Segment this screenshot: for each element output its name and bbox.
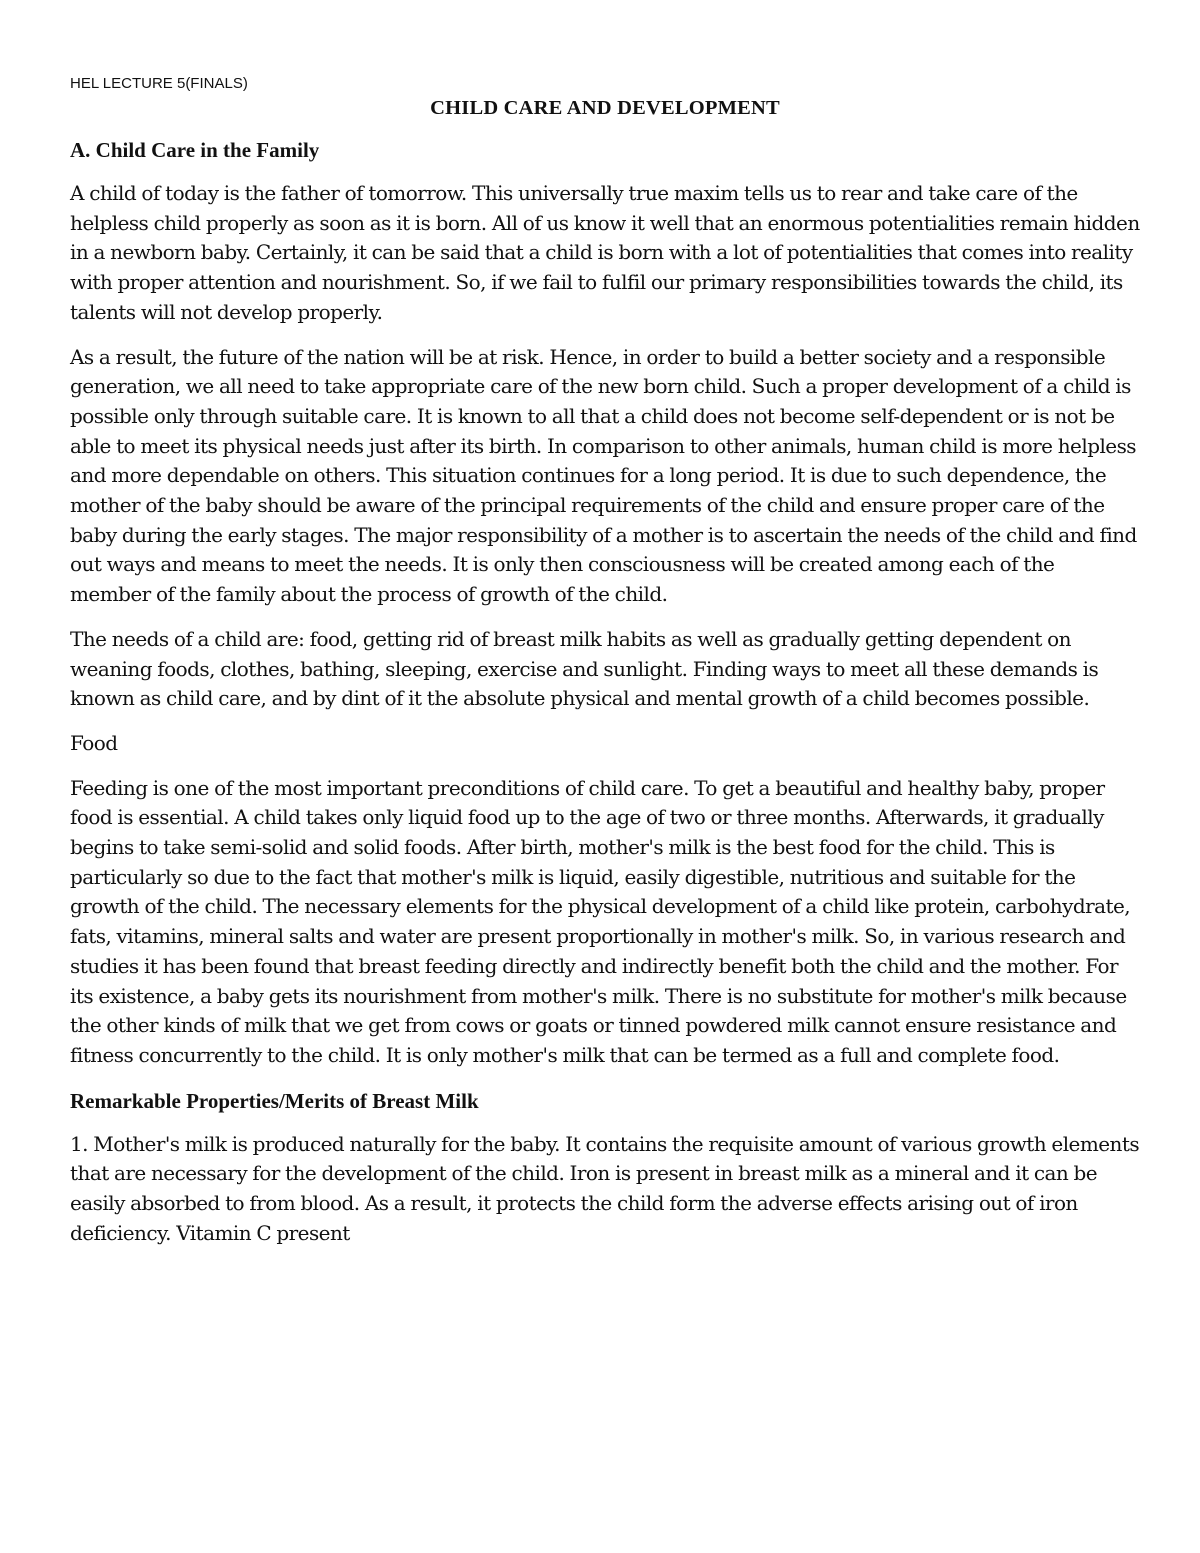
merits-heading: Remarkable Properties/Merits of Breast Milk <box>70 1088 479 1113</box>
paragraph-food: Feeding is one of the most important preconditions of child care. To get a beautiful and healthy baby, proper food is essential. A child takes only liquid food up to the age of two or three months. Afterwards, it gradually begins to take semi-solid and solid foods. After birth, mother's milk is the best food for the child. This is particularly so due to the fact that mother's milk is liquid, easily digestible, nutritious and suitable for the growth of the child. The necessary elements for the physical development of a child like protein, carbohydrate, fats, vitamins, mineral salts and water are present proportionally in mother's milk. So, in various research and studies it has been found that breast feeding directly and indirectly benefit both the child and the mother. For its existence, a baby gets its nourishment from mother's milk. There is no substitute for mother's milk because the other kinds of milk that we get from cows or goats or tinned powdered milk cannot ensure resistance and fitness concurrently to the child. It is only mother's milk that can be termed as a full and complete food. <box>70 775 1131 1067</box>
paragraph-intro: A child of today is the father of tomorrow. This universally true maxim tells us to rear and take care of the helpless child properly as soon as it is born. All of us know it well that an enormous potentialities remain hidden in a newborn baby. Certainly, it can be said that a child is born with a lot of potentialities that comes into reality with proper attention and nourishment. So, if we fail to fulfil our primary responsibilities towards the child, its talents will not develop properly. <box>70 181 1140 324</box>
paragraph-merit-1: 1. Mother's milk is produced naturally for the baby. It contains the requisite amount of various growth elements that are necessary for the development of the child. Iron is present in breast milk as a mineral and it can be easily absorbed to from blood. As a result, it protects the child form the adverse effects arising out of iron deficiency. Vitamin C present <box>70 1131 1140 1245</box>
document-page <box>70 74 1140 1264</box>
paragraph-result: As a result, the future of the nation will be at risk. Hence, in order to build a better society and a responsible generation, we all need to take appropriate care of the new born child. Such a proper development of a child is possible only through suitable care. It is known to all that a child does not become self-dependent or is not be able to meet its physical needs just after its birth. In comparison to other animals, human child is more helpless and more dependable on others. This situation continues for a long period. It is due to such dependence, the mother of the baby should be aware of the principal requirements of the child and ensure proper care of the baby during the early stages. The major responsibility of a mother is to ascertain the needs of the child and find out ways and means to meet the needs. It is only then consciousness will be created among each of the member of the family about the process of growth of the child. <box>70 344 1137 607</box>
document-title: CHILD CARE AND DEVELOPMENT <box>430 97 780 119</box>
food-label: Food <box>70 730 118 755</box>
section-a-heading: A. Child Care in the Family <box>70 138 320 162</box>
paragraph-needs: The needs of a child are: food, getting rid of breast milk habits as well as gradually getting dependent on weaning foods, clothes, bathing, sleeping, exercise and sunlight. Finding ways to meet all these demands is known as child care, and by dint of it the absolute physical and mental growth of a child becomes possible. <box>70 626 1099 711</box>
header-label: HEL LECTURE 5(FINALS) <box>70 75 248 92</box>
